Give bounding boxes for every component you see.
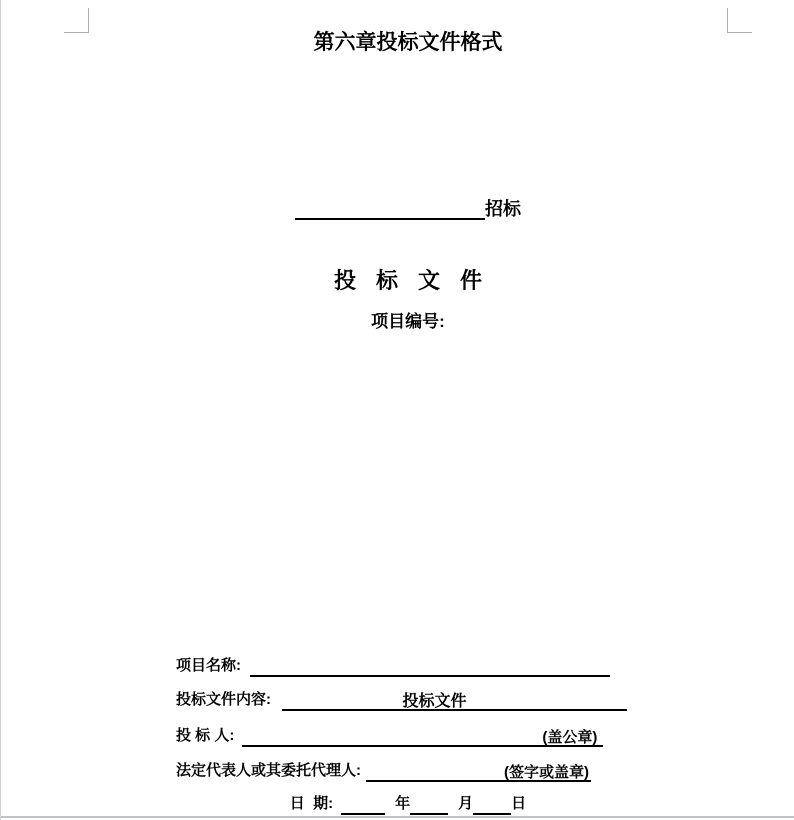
bid-content-blank-line: 投标文件 [282,691,627,711]
tender-name-blank-line [295,198,485,220]
day-label: 日 [511,795,527,812]
bid-content-label: 投标文件内容: [176,691,271,708]
page-bottom-edge [1,816,794,818]
project-name-label: 项目名称: [176,657,241,674]
tender-title-line [88,194,728,220]
form-row-legal-representative [176,760,591,782]
bid-document-title: 投标文件 [333,268,502,293]
legal-representative-label: 法定代表人或其委托代理人: [176,762,361,779]
project-name-blank-line [250,655,610,677]
date-year-blank-line [341,793,385,815]
bidder-label: 投 标 人: [176,727,235,744]
date-day-blank-line [473,793,511,815]
chapter-title: 第六章投标文件格式 [313,31,503,54]
bidder-blank-line: (盖公章) [242,727,603,747]
form-row-bid-content [176,689,627,711]
project-number-label: 项目编号: [371,312,445,331]
text-boundary-mark-top-right [727,8,752,33]
text-boundary-mark-top-left [64,8,89,33]
form-row-bidder [176,725,603,747]
year-label: 年 [395,795,411,812]
form-row-project-name [176,655,610,677]
form-row-date [88,793,728,815]
legal-representative-blank-line: (签字或盖章) [366,762,591,782]
date-month-blank-line [410,793,448,815]
tender-suffix-label: 招标 [485,199,521,219]
month-label: 月 [458,795,474,812]
date-label: 日 期: [289,795,334,812]
